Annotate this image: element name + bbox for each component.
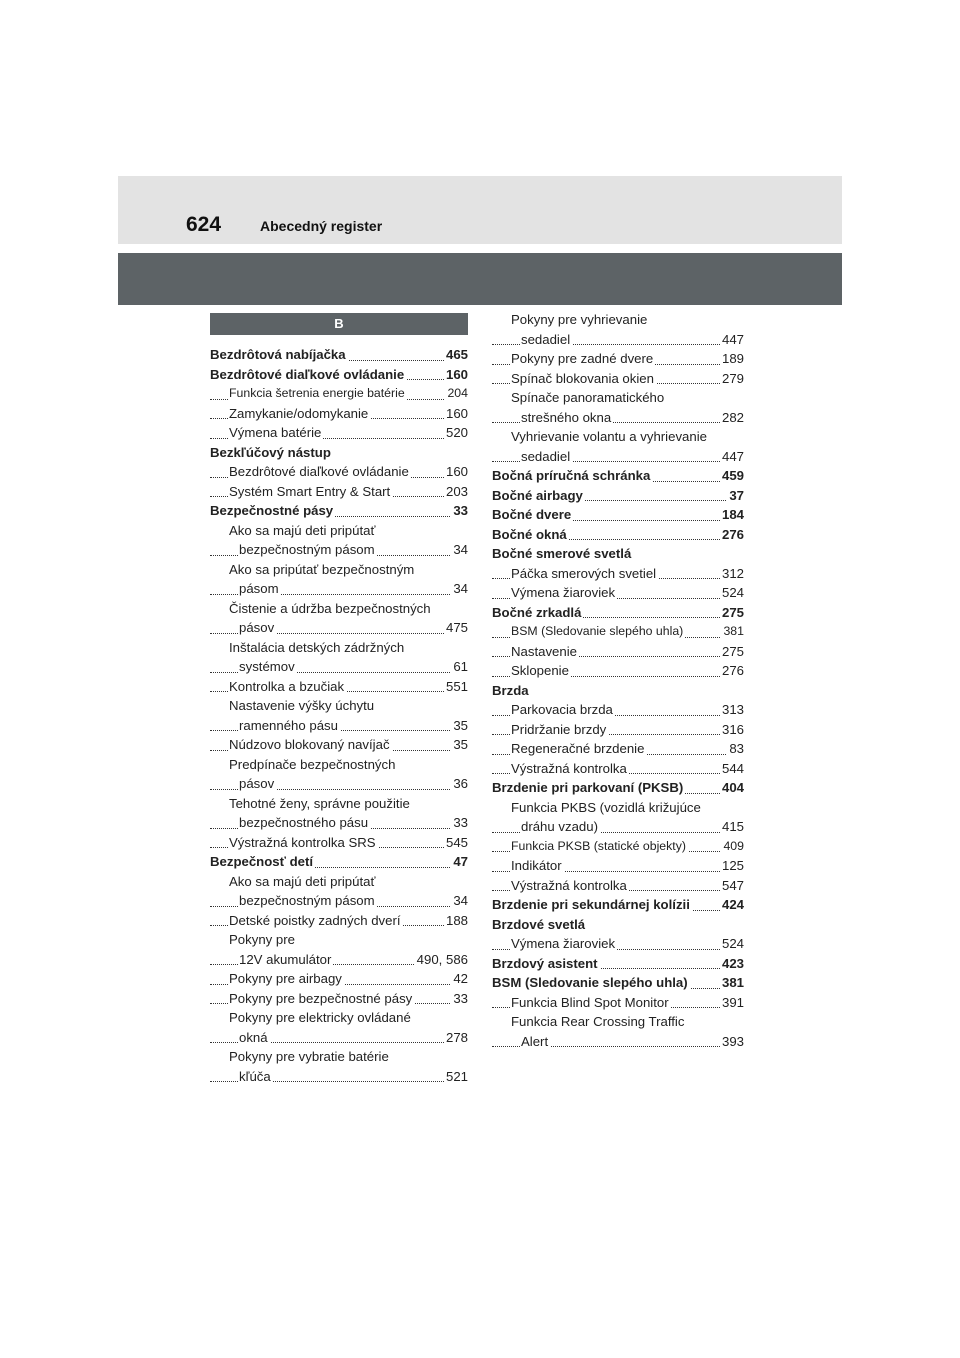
index-entry — [210, 501, 468, 521]
index-entry-text: Pokyny pre vybratie batérie — [229, 1049, 389, 1064]
index-entry — [210, 443, 468, 463]
index-entry-text: Pokyny pre airbagy — [229, 971, 342, 986]
index-entry-text: Inštalácia detských zádržných — [229, 639, 405, 655]
index-entry — [492, 622, 744, 642]
index-entry — [210, 1047, 468, 1067]
index-entry-page: 520 — [444, 423, 468, 443]
index-entry-page: 381 — [720, 973, 744, 993]
index-entry-page: 125 — [720, 856, 744, 876]
index-entry-page: 189 — [720, 349, 744, 369]
index-entry — [210, 911, 468, 931]
index-entry-page: 34 — [451, 891, 468, 911]
index-entry — [492, 544, 744, 564]
index-entry-page: 34 — [451, 579, 468, 599]
index-entry-text: Bezdrôtové diaľkové ovládanie — [210, 366, 405, 382]
index-entry-page: 275 — [720, 603, 744, 623]
index-entry-text: Funkcia Blind Spot Monitor — [511, 994, 669, 1010]
index-entry-text: Funkcia PKBS (vozidlá križujúce — [511, 799, 701, 815]
index-entry-page: 409 — [721, 837, 744, 857]
index-entry — [492, 505, 744, 525]
section-letter-label: B — [210, 313, 468, 335]
index-entry-text: Nastavenie — [511, 643, 577, 659]
index-entry — [492, 798, 744, 818]
index-entry — [492, 915, 744, 935]
index-entry-text: Alert — [521, 1033, 549, 1049]
index-entry-page: 33 — [451, 989, 468, 1009]
index-entry-text: bezpečnostným pásom — [239, 542, 375, 557]
index-entry — [210, 677, 468, 697]
index-entry-text: Detské poistky zadných dverí — [229, 912, 401, 928]
index-entry — [210, 657, 468, 677]
index-entry-text: BSM (Sledovanie slepého uhla) — [511, 624, 684, 638]
index-entry-text: Bočné airbagy — [492, 487, 583, 503]
index-entry — [492, 759, 744, 779]
index-entry-page: 47 — [451, 852, 468, 872]
index-entry-text: Spínače panoramatického — [511, 390, 665, 405]
index-entry-text: Indikátor — [511, 858, 562, 873]
index-entry-text: Výmena batérie — [229, 425, 322, 440]
index-entry — [210, 579, 468, 599]
index-entry — [492, 700, 744, 720]
index-entry — [210, 618, 468, 638]
index-entry-text: 12V akumulátor — [239, 951, 332, 967]
index-entry — [210, 560, 468, 580]
index-entry-text: Sklopenie — [511, 663, 569, 678]
index-entry — [492, 973, 744, 993]
index-entry-text: Ako sa majú deti pripútať — [229, 873, 376, 889]
index-entry — [492, 1012, 744, 1032]
index-entry-page: 188 — [444, 911, 468, 931]
index-entry-text: Brzdenie pri parkovaní (PKSB) — [492, 780, 684, 795]
index-entry — [492, 1032, 744, 1052]
index-entry — [210, 735, 468, 755]
index-entry-text: Spínač blokovania okien — [511, 370, 654, 386]
index-entry-text: Bezpečnostné pásy — [210, 503, 334, 518]
index-entry-page: 37 — [727, 486, 744, 506]
index-entry-page: 83 — [727, 739, 744, 759]
index-entry-text: Tehotné ženy, správne použitie — [229, 795, 410, 811]
index-entry-text: Brzdové svetlá — [492, 916, 586, 932]
index-entry-text: sedadiel — [521, 448, 571, 464]
index-entry — [210, 521, 468, 541]
index-entry-page: 33 — [451, 501, 468, 521]
index-entry-text: Funkcia PKSB (statické objekty) — [511, 838, 686, 853]
index-entry-page: 544 — [720, 759, 744, 779]
index-entry — [492, 778, 744, 798]
index-entry-page: 521 — [444, 1067, 468, 1087]
index-entry — [210, 462, 468, 482]
index-entry-page: 316 — [720, 720, 744, 740]
index-entry-page: 160 — [444, 462, 468, 482]
index-entry — [492, 720, 744, 740]
index-entry-text: Výmena žiaroviek — [511, 585, 616, 600]
index-entry-text: Výmena žiaroviek — [511, 936, 616, 951]
index-entry-text: Bezpečnosť detí — [210, 854, 314, 869]
index-entry-text: pásom — [239, 581, 279, 596]
index-entry-text: Brzdenie pri sekundárnej kolízii — [492, 897, 690, 912]
index-entry — [492, 661, 744, 681]
index-entry-page: 475 — [444, 618, 468, 638]
index-entry-text: Výstražná kontrolka — [511, 877, 627, 893]
index-entry — [210, 716, 468, 736]
index-column-left — [210, 313, 468, 1086]
index-entry — [492, 388, 744, 408]
index-entry-text: bezpečnostným pásom — [239, 893, 375, 908]
index-entry-text: Pokyny pre elektricky ovládané — [229, 1010, 411, 1025]
index-entry-page: 35 — [451, 735, 468, 755]
index-entry-text: Čistenie a údržba bezpečnostných — [229, 600, 431, 616]
index-entry-page: 547 — [720, 876, 744, 896]
running-title: Abecedný register — [260, 218, 383, 234]
index-entry-text: Bočné smerové svetlá — [492, 546, 632, 561]
index-entry — [492, 934, 744, 954]
index-entry-text: dráhu vzadu) — [521, 819, 598, 834]
index-entry — [492, 739, 744, 759]
index-entry-text: okná — [239, 1029, 268, 1045]
index-entry-page: 203 — [444, 482, 468, 502]
index-entry-page: 381 — [721, 622, 744, 642]
index-entry-text: Bočné okná — [492, 526, 567, 542]
index-entry-page: 184 — [720, 505, 744, 525]
chapter-band — [118, 253, 842, 305]
index-entry — [492, 408, 744, 428]
index-entry-page: 204 — [445, 384, 468, 404]
index-entry — [492, 466, 744, 486]
index-entry-page: 312 — [720, 564, 744, 584]
index-entry-text: pásov — [239, 620, 275, 635]
index-entry-text: Núdzovo blokovaný navíjač — [229, 737, 390, 752]
index-entry-text: Bezdrôtová nabíjačka — [210, 347, 346, 362]
index-entry-text: Zamykanie/odomykanie — [229, 405, 369, 421]
index-entry-text: Páčka smerových svetiel — [511, 565, 657, 581]
index-entry-page: 524 — [720, 934, 744, 954]
index-entry-text: Systém Smart Entry & Start — [229, 483, 391, 499]
index-entry-text: Brzdový asistent — [492, 955, 598, 971]
index-entry-page: 423 — [720, 954, 744, 974]
index-entry-page: 278 — [444, 1028, 468, 1048]
index-entry-page: 404 — [720, 778, 744, 798]
index-list-right — [492, 310, 744, 1051]
index-entry-text: Kontrolka a bzučiak — [229, 678, 345, 694]
index-entry — [492, 427, 744, 447]
index-entry — [492, 564, 744, 584]
header-band — [118, 176, 842, 244]
index-entry — [492, 817, 744, 837]
index-entry — [210, 813, 468, 833]
index-entry — [210, 930, 468, 950]
index-entry — [210, 404, 468, 424]
index-entry-text: Bezdrôtové diaľkové ovládanie — [229, 464, 409, 479]
index-entry-text: BSM (Sledovanie slepého uhla) — [492, 975, 688, 990]
index-entry-text: Regeneračné brzdenie — [511, 741, 645, 756]
index-entry-page: 279 — [720, 369, 744, 389]
index-entry — [492, 583, 744, 603]
index-entry-text: pásov — [239, 776, 275, 791]
index-entry — [492, 895, 744, 915]
index-entry — [492, 369, 744, 389]
index-entry — [492, 349, 744, 369]
index-entry — [210, 482, 468, 502]
index-entry-page: 282 — [720, 408, 744, 428]
index-entry-text: Pokyny pre zadné dvere — [511, 351, 654, 366]
index-entry — [210, 852, 468, 872]
index-entry-page: 160 — [444, 404, 468, 424]
index-entry-page: 36 — [451, 774, 468, 794]
index-entry — [210, 423, 468, 443]
index-entry-text: Pokyny pre — [229, 932, 295, 947]
index-entry — [210, 638, 468, 658]
index-entry-text: Vyhrievanie volantu a vyhrievanie — [511, 429, 707, 444]
index-entry-text: Bočné dvere — [492, 507, 572, 522]
index-entry — [492, 447, 744, 467]
index-entry — [210, 345, 468, 365]
index-entry — [210, 794, 468, 814]
index-entry — [210, 1067, 468, 1087]
index-entry-page: 545 — [444, 833, 468, 853]
index-entry-text: bezpečnostného pásu — [239, 815, 369, 830]
index-entry-page: 393 — [720, 1032, 744, 1052]
index-entry — [492, 525, 744, 545]
index-entry — [492, 681, 744, 701]
index-entry — [492, 486, 744, 506]
index-entry-page: 35 — [451, 716, 468, 736]
index-entry — [210, 833, 468, 853]
index-entry — [210, 969, 468, 989]
index-entry — [492, 603, 744, 623]
index-entry-text: Funkcia Rear Crossing Traffic — [511, 1014, 685, 1029]
index-entry — [210, 540, 468, 560]
index-entry-text: ramenného pásu — [239, 717, 338, 733]
index-entry — [210, 774, 468, 794]
index-entry — [210, 1008, 468, 1028]
index-entry — [210, 1028, 468, 1048]
index-entry-text: kľúča — [239, 1068, 271, 1084]
index-entry — [492, 642, 744, 662]
index-entry-page: 61 — [451, 657, 468, 677]
index-entry-text: sedadiel — [521, 331, 571, 347]
index-entry — [210, 365, 468, 385]
index-entry — [210, 599, 468, 619]
index-entry — [492, 330, 744, 350]
index-entry-text: Predpínače bezpečnostných — [229, 756, 396, 772]
index-entry-text: Ako sa majú deti pripútať — [229, 522, 376, 538]
index-entry-text: Funkcia šetrenia energie batérie — [229, 386, 405, 400]
index-entry — [492, 837, 744, 857]
index-entry — [210, 872, 468, 892]
index-entry-page: 34 — [451, 540, 468, 560]
index-entry-text: Pokyny pre vyhrievanie — [511, 312, 648, 327]
index-entry-page: 313 — [720, 700, 744, 720]
index-entry — [492, 310, 744, 330]
index-entry-text: systémov — [239, 659, 295, 674]
index-entry-text: strešného okna — [521, 409, 612, 425]
index-entry-page: 465 — [444, 345, 468, 365]
index-entry-page: 459 — [720, 466, 744, 486]
index-entry-page: 276 — [720, 525, 744, 545]
index-entry-text: Pridržanie brzdy — [511, 721, 607, 737]
index-entry-text: Bezkľúčový nástup — [210, 444, 331, 460]
index-entry-text: Bočná príručná schránka — [492, 468, 651, 483]
index-entry-page: 276 — [720, 661, 744, 681]
index-entry — [210, 384, 468, 404]
index-entry-page: 391 — [720, 993, 744, 1013]
index-entry-page: 551 — [444, 677, 468, 697]
index-entry-page: 415 — [720, 817, 744, 837]
index-entry-page: 424 — [720, 895, 744, 915]
index-entry — [210, 696, 468, 716]
index-entry-page: 524 — [720, 583, 744, 603]
index-entry-text: Nastavenie výšky úchytu — [229, 698, 375, 713]
index-entry — [492, 856, 744, 876]
index-entry-text: Pokyny pre bezpečnostné pásy — [229, 990, 413, 1006]
index-entry-text: Ako sa pripútať bezpečnostným — [229, 561, 415, 577]
index-entry — [492, 993, 744, 1013]
index-entry-page: 490, 586 — [415, 950, 468, 970]
index-entry-page: 447 — [720, 447, 744, 467]
index-entry-text: Výstražná kontrolka — [511, 760, 627, 776]
index-entry — [492, 954, 744, 974]
index-entry-text: Parkovacia brzda — [511, 702, 613, 717]
index-entry — [210, 989, 468, 1009]
index-entry-page: 447 — [720, 330, 744, 350]
index-entry-text: Výstražná kontrolka SRS — [229, 834, 376, 850]
page-number: 624 — [186, 213, 222, 236]
index-column-right — [492, 310, 744, 1051]
index-list-left — [210, 345, 468, 1086]
index-entry-page: 33 — [451, 813, 468, 833]
index-entry — [210, 755, 468, 775]
index-entry-page: 160 — [444, 365, 468, 385]
index-entry — [210, 950, 468, 970]
index-entry-text: Brzda — [492, 682, 529, 698]
index-entry-text: Bočné zrkadlá — [492, 604, 582, 620]
index-entry — [210, 891, 468, 911]
index-entry-page: 275 — [720, 642, 744, 662]
index-entry — [492, 876, 744, 896]
index-entry-page: 42 — [451, 969, 468, 989]
